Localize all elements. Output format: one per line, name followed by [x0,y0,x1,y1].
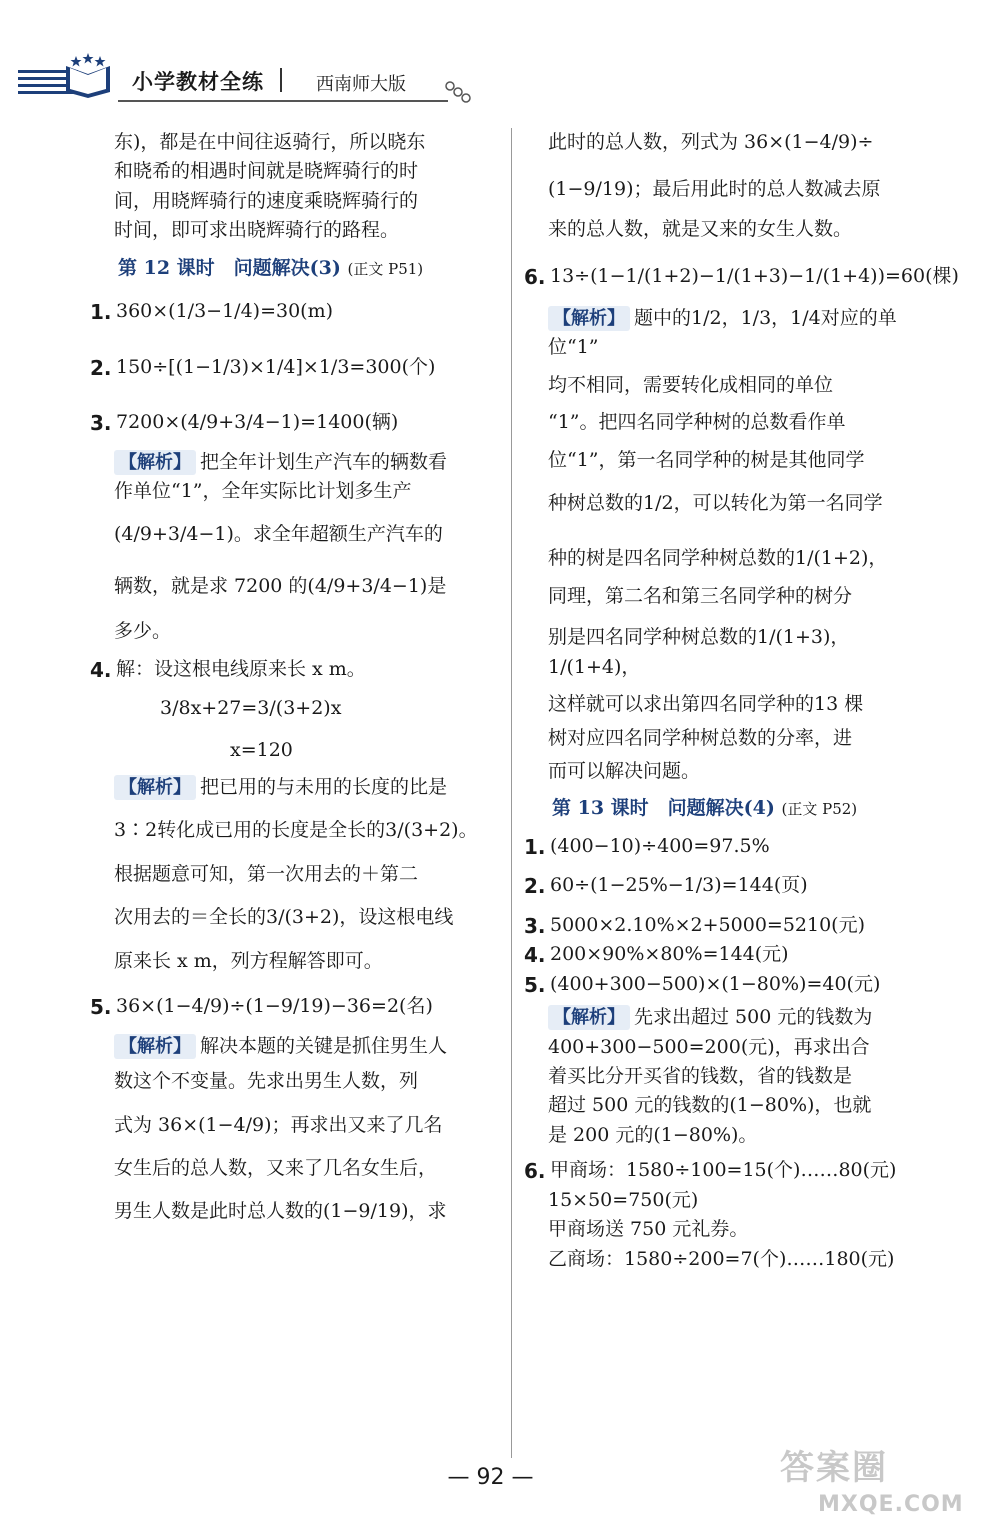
text-line: 根据题意可知，第一次用去的＋第二 [114,862,419,885]
answer-r6-continued [524,1186,924,1274]
analysis-6 [524,304,924,787]
text-line: 甲商场：1580÷100=15(个)……80(元) [550,1159,897,1182]
lesson-13-heading [552,794,924,823]
text-line: 3∶2转化成已用的长度是全长的3/(3+2)。 [114,819,478,842]
answer-text: 150÷[(1−1/3)×1/4]×1/3=300(个) [116,355,436,378]
text-line: 次用去的＝全长的3/(3+2)，设这根电线 [114,906,454,929]
answer-text: (400−10)÷400=97.5% [550,834,770,857]
text-line: 来的总人数，就是又来的女生人数。 [548,217,853,240]
text-line: 树对应四名同学种树总数的分率，进 [548,726,853,749]
equation-line: 3/8x+27=3/(3+2)x [160,697,342,720]
lesson-title: 第 13 课时 问题解决(4) [552,797,775,820]
item-number: 1. [524,834,546,859]
text-line: 先求出超过 500 元的钱数为 [634,1006,873,1029]
answer-text: 13÷(1−1/(1+2)−1/(1+3)−1/(1+4))=60(棵) [550,265,959,288]
text-line: 作单位“1”，全年实际比计划多生产 [114,479,412,502]
text-line: 式为 36×(1−4/9)；再求出又来了几名 [114,1113,443,1136]
text-line: 和晓希的相遇时间就是晓辉骑行的时 [114,160,419,183]
answer-r3 [524,911,924,940]
text-line: 15×50=750(元) [548,1188,699,1211]
text-line: 400+300−500=200(元)，再求出合 [548,1035,870,1058]
answer-3 [90,408,490,437]
analysis-5 [90,1032,490,1227]
answer-r4 [524,940,924,969]
left-column [90,128,490,1227]
item-number: 3. [90,411,112,436]
answer-4 [90,655,490,684]
text-line: 乙商场：1580÷200=7(个)……180(元) [548,1247,895,1270]
answer-text: 360×(1/3−1/4)=30(m) [116,300,334,323]
item-number: 6. [524,1159,546,1184]
answer-5 [90,992,490,1021]
edition-label: 西南师大版 [316,74,406,95]
header-underline [118,100,448,102]
text-line: 种的树是四名同学种树总数的1/(1+2)， [548,547,888,570]
text-line: 而可以解决问题。 [548,760,701,782]
text-line: 甲商场送 750 元礼券。 [548,1218,749,1241]
answer-text: 60÷(1−25%−1/3)=144(页) [550,874,808,897]
analysis-tag: 【解析】 [114,1034,196,1059]
text-line: 间，用晓辉骑行的速度乘晓辉骑行的 [114,189,419,212]
brand-title: 小学教材全练 [132,70,264,94]
answer-r6 [524,1156,924,1185]
text-line: 原来长 x m，列方程解答即可。 [114,949,383,972]
text-line: 同理，第二名和第三名同学种的树分 [548,584,853,607]
item-number: 6. [524,265,546,290]
item-number: 2. [524,874,546,899]
answer-r1 [524,832,924,861]
item-number: 5. [90,995,112,1020]
answer-2 [90,353,490,382]
continued-paragraph [524,128,924,244]
answer-text: 36×(1−4/9)÷(1−9/19)−36=2(名) [116,995,433,1018]
text-line: 均不相同，需要转化成相同的单位 [548,373,834,396]
item-number: 3. [524,913,546,938]
text-line: 超过 500 元的钱数的(1−80%)，也就 [548,1094,872,1117]
watermark-url: MXQE.COM [818,1492,964,1517]
text-line: 把全年计划生产汽车的辆数看 [200,450,448,473]
book-logo-icon [62,52,114,100]
decorative-circles-icon [440,78,480,108]
answer-r2 [524,871,924,900]
continued-paragraph [90,128,490,246]
analysis-r5 [524,1003,924,1150]
text-line: 位“1”，第一名同学种的树是其他同学 [548,448,865,471]
answer-1 [90,297,490,326]
answer-text: 5000×2.10%×2+5000=5210(元) [550,913,866,936]
text-line: 别是四名同学种树总数的1/(1+3)，1/(1+4)， [548,626,850,678]
lesson-12-heading [118,254,490,283]
text-line: 是 200 元的(1−80%)。 [548,1123,758,1146]
right-column [524,128,959,1274]
answer-6 [524,262,959,291]
column-divider [511,128,512,1458]
answer-text: 解：设这根电线原来长 x m。 [116,657,366,680]
item-number: 2. [90,355,112,380]
text-line: (4/9+3/4−1)。求全年超额生产汽车的 [114,523,443,546]
analysis-tag: 【解析】 [114,450,196,475]
page-header [0,0,981,110]
analysis-4 [90,773,490,976]
header-separator [280,68,282,92]
answer-r5 [524,970,924,999]
text-line: 着买比分开买省的钱数，省的钱数是 [548,1064,853,1087]
lesson-source: (正文 P52) [781,800,858,819]
text-line: 解决本题的关键是抓住男生人 [200,1034,448,1057]
text-line: “1”。把四名同学种树的总数看作单 [548,411,846,434]
text-line: 此时的总人数，列式为 36×(1−4/9)÷ [548,131,874,153]
text-line: 题中的1/2，1/3，1/4对应的单位“1” [548,306,897,359]
analysis-tag: 【解析】 [548,1005,630,1030]
item-number: 5. [524,972,546,997]
analysis-3 [90,448,490,647]
text-line: 这样就可以求出第四名同学种的13 棵 [548,693,864,716]
text-line: 辆数，就是求 7200 的(4/9+3/4−1)是 [114,574,447,597]
text-line: 东)，都是在中间往返骑行，所以晓东 [114,131,426,153]
analysis-tag: 【解析】 [548,306,630,331]
equation-line: x=120 [230,738,293,761]
lesson-source: (正文 P51) [347,259,424,278]
answer-text: 7200×(4/9+3/4−1)=1400(辆) [116,411,399,434]
text-line: 把已用的与未用的长度的比是 [200,776,448,798]
answer-text: 200×90%×80%=144(元) [550,943,789,966]
text-line: 男生人数是此时总人数的(1−9/19)，求 [114,1200,447,1223]
text-line: 数这个不变量。先求出男生人数，列 [114,1070,419,1093]
text-line: 女生后的总人数，又来了几名女生后， [114,1156,438,1179]
text-line: (1−9/19)；最后用此时的总人数减去原 [548,178,881,201]
page-number: — 92 — [447,1465,534,1490]
text-line: 多少。 [114,620,172,643]
item-number: 1. [90,300,112,325]
watermark [780,1440,964,1517]
text-line: 种树总数的1/2，可以转化为第一名同学 [548,491,883,514]
lesson-title: 第 12 课时 问题解决(3) [118,256,341,279]
item-number: 4. [90,657,112,682]
item-number: 4. [524,943,546,968]
analysis-tag: 【解析】 [114,775,196,800]
watermark-text: 答案圈 [780,1448,888,1488]
answer-text: (400+300−500)×(1−80%)=40(元) [550,972,881,995]
text-line: 时间，即可求出晓辉骑行的路程。 [114,219,400,242]
